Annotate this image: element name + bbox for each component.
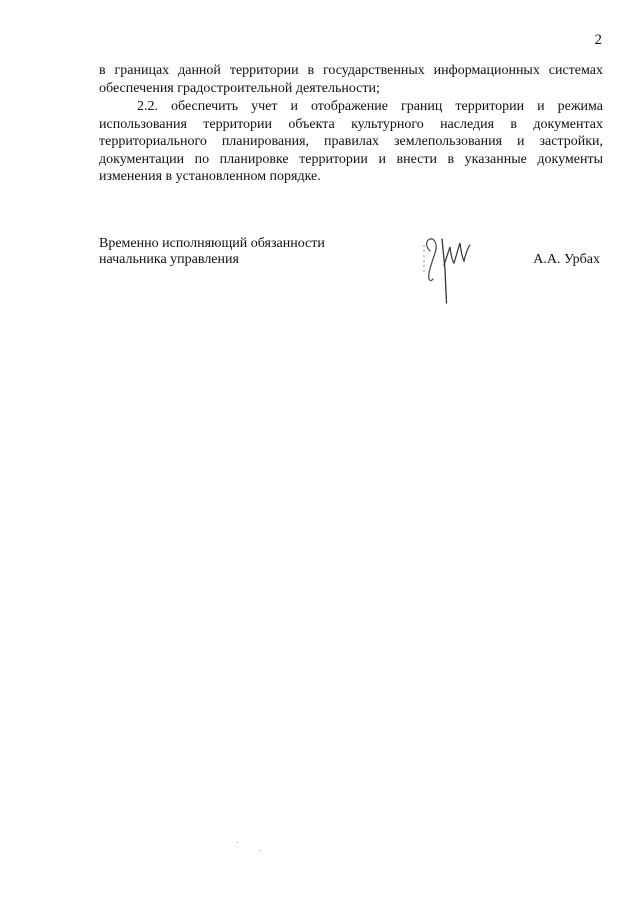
body-paragraph-2: 2.2. обеспечить учет и отображение границ территории и режима использования территории объекта культурного наследия в документах территориального планирования, правилах землепользования и застройки, документации по планировке территории и внести в указанные документы изменения в установленном порядке.: [99, 99, 603, 184]
handwritten-signature: [420, 233, 482, 305]
signer-name: А.А. Урбах: [533, 252, 600, 267]
signatory-title-line-1: Временно исполняющий обязанности: [99, 236, 325, 251]
scan-speck: [237, 842, 238, 843]
signatory-title: [99, 236, 325, 268]
body-paragraph-1: в границах данной территории в государственных информационных системах обеспечения градостроительной деятельности;: [99, 63, 603, 96]
signatory-title-line-2: начальника управления: [99, 252, 239, 267]
page-number: 2: [594, 32, 602, 48]
scan-speck: [259, 850, 260, 851]
